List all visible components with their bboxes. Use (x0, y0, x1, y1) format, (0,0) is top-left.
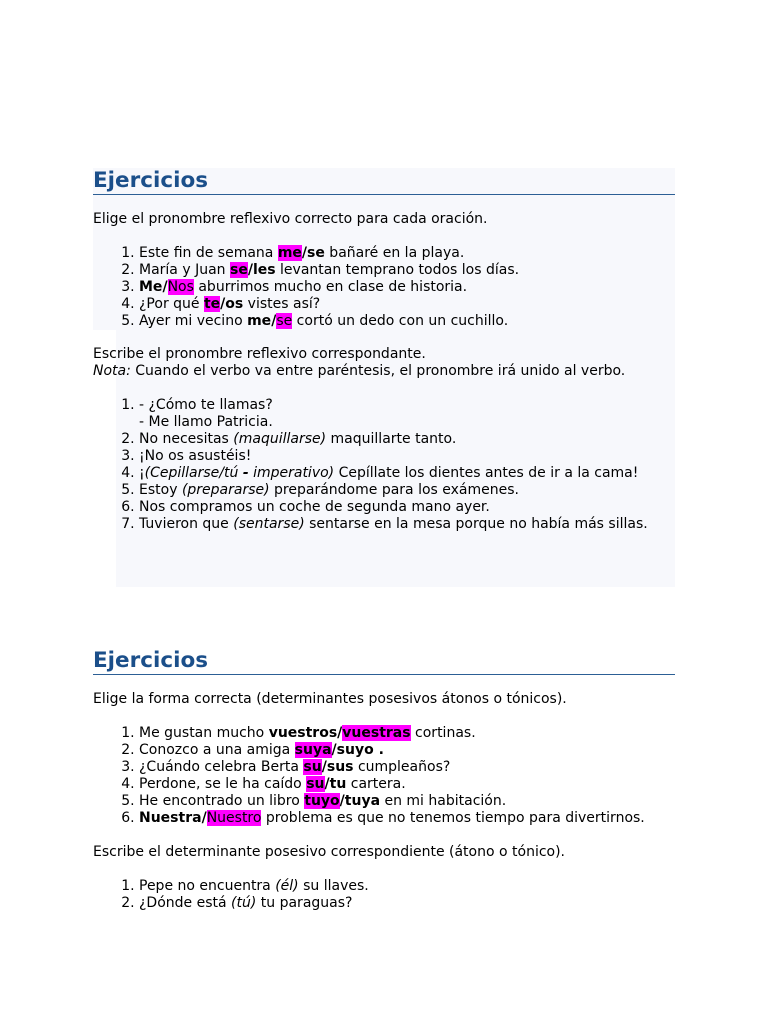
list-item: 2. No necesitas (maquillarse) maquillarte tanto. (139, 431, 675, 448)
list-item: 7. Tuvieron que (sentarse) sentarse en la mesa porque no había más sillas. (139, 516, 675, 533)
exercise-note: Nota: Cuando el verbo va entre paréntesis, el pronombre irá unido al verbo. (93, 363, 626, 379)
section-reflexive-pronouns (93, 169, 675, 533)
highlighted-option: suya (294, 742, 332, 758)
exercise-instruction: Elige el pronombre reflexivo correcto para cada oración. (93, 211, 488, 227)
list-item: 6. Nos compramos un coche de segunda mano ayer. (139, 499, 675, 516)
exercise-list (93, 725, 675, 827)
option: sus (326, 759, 354, 775)
highlighted-option: tuyo (304, 793, 340, 809)
highlighted-option: Nuestro (206, 810, 262, 826)
highlighted-option: su (303, 759, 322, 775)
option: tu (329, 776, 347, 792)
option: se (307, 245, 325, 261)
option: tuya (344, 793, 381, 809)
list-item: 3. Me/Nos aburrimos mucho en clase de historia. (139, 279, 675, 296)
option: Me (139, 279, 163, 295)
list-item: 1. Pepe no encuentra (él) su llaves. (139, 878, 675, 895)
exercise-instruction: Escribe el pronombre reflexivo correspondante. (93, 346, 426, 362)
highlighted-option: te (203, 296, 221, 312)
section-possessive-determiners (93, 649, 675, 912)
highlighted-option: vuestras (342, 725, 411, 741)
list-item: 5. Estoy (prepararse) preparándome para los exámenes. (139, 482, 675, 499)
list-item: 5. He encontrado un libro tuyo/tuya en mi habitación. (139, 793, 675, 810)
list-item: 2. María y Juan se/les levantan temprano todos los días. (139, 262, 675, 279)
option: les (252, 262, 276, 278)
exercise-list (93, 245, 675, 330)
note-label: Nota: (93, 363, 131, 379)
list-item: 4. ¿Por qué te/os vistes así? (139, 296, 675, 313)
list-item: 2. ¿Dónde está (tú) tu paraguas? (139, 895, 675, 912)
list-item: 4. Perdone, se le ha caído su/tu cartera. (139, 776, 675, 793)
option: vuestros (268, 725, 338, 741)
highlighted-option: me (277, 245, 302, 261)
exercise-instruction: Escribe el determinante posesivo correspondiente (átono o tónico). (93, 844, 566, 860)
option: suyo . (336, 742, 384, 758)
list-item: 1. Este fin de semana me/se bañaré en la playa. (139, 245, 675, 262)
highlighted-option: Nos (167, 279, 194, 295)
option: os (225, 296, 244, 312)
list-item: 1. Me gustan mucho vuestros/vuestras cortinas. (139, 725, 675, 742)
list-item: 5. Ayer mi vecino me/se cortó un dedo con un cuchillo. (139, 313, 675, 330)
list-item: 2. Conozco a una amiga suya/suyo . (139, 742, 675, 759)
list-item: 1. - ¿Cómo te llamas? - Me llamo Patricia. (139, 397, 675, 431)
highlighted-option: su (306, 776, 325, 792)
option: Nuestra (139, 810, 202, 826)
list-item: 4. ¡(Cepillarse/tú - imperativo) Cepíllate los dientes antes de ir a la cama! (139, 465, 675, 482)
list-item: 6. Nuestra/Nuestro problema es que no tenemos tiempo para divertirnos. (139, 810, 675, 827)
option: me (247, 313, 272, 329)
section-heading: Ejercicios (93, 169, 675, 195)
highlighted-option: se (276, 313, 293, 329)
list-item: 3. ¡No os asustéis! (139, 448, 675, 465)
exercise-list (93, 878, 675, 912)
highlighted-option: se (229, 262, 248, 278)
exercise-instruction: Elige la forma correcta (determinantes posesivos átonos o tónicos). (93, 691, 567, 707)
section-heading: Ejercicios (93, 649, 675, 675)
exercise-list (93, 397, 675, 533)
list-item: 3. ¿Cuándo celebra Berta su/sus cumpleaños? (139, 759, 675, 776)
